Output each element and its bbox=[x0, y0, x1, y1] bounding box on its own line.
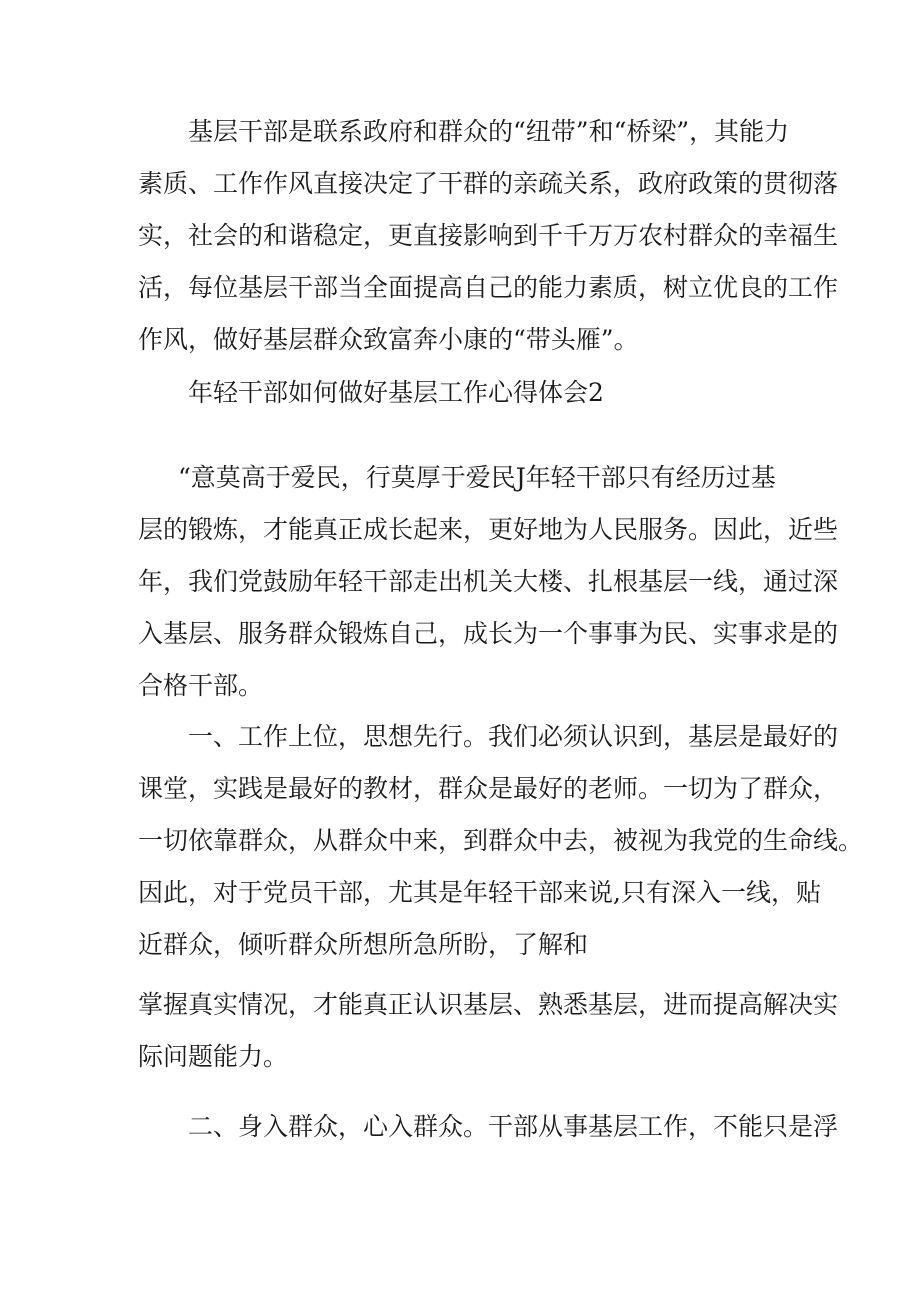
paragraph-line: 年，我们党鼓励年轻干部走出机关大楼、扎根基层一线，通过深 bbox=[138, 567, 839, 596]
paragraph-line: 入基层、服务群众锻炼自己，成长为一个事事为民、实事求是的 bbox=[138, 619, 839, 648]
paragraph-line: 活，每位基层干部当全面提高自己的能力素质，树立优良的工作 bbox=[138, 273, 839, 302]
paragraph-line: 课堂，实践是最好的教材，群众是最好的老师。一切为了群众， bbox=[138, 774, 839, 803]
paragraph-line: 作风，做好基层群众致富奔小康的“带头雁”。 bbox=[138, 325, 639, 354]
paragraph-quote bbox=[138, 452, 839, 712]
paragraph-line: 一切依靠群众，从群众中来，到群众中去，被视为我党的生命线。 bbox=[138, 826, 864, 855]
paragraph-line: 实，社会的和谐稳定，更直接影响到千千万万农村群众的幸福生 bbox=[138, 221, 839, 250]
paragraph-continuation bbox=[138, 979, 839, 1083]
section-heading: 年轻干部如何做好基层工作心得体会2 bbox=[188, 378, 604, 407]
paragraph-line: “意莫高于爱民，行莫厚于爱民J年轻干部只有经历过基 bbox=[178, 463, 776, 492]
paragraph-line: 合格干部。 bbox=[138, 671, 264, 700]
paragraph-line: 一、工作上位，思想先行。我们必须认识到，基层是最好的 bbox=[188, 722, 839, 751]
paragraph-intro bbox=[138, 106, 839, 366]
paragraph-line: 因此，对于党员干部，尤其是年轻干部来说,只有深入一线，贴 bbox=[138, 878, 821, 907]
paragraph-line: 基层干部是联系政府和群众的“纽带”和“桥梁”，其能力 bbox=[188, 117, 790, 146]
paragraph-line: 层的锻炼，才能真正成长起来，更好地为人民服务。因此，近些 bbox=[138, 515, 839, 544]
paragraph-line: 二、身入群众，心入群众。干部从事基层工作，不能只是浮 bbox=[188, 1112, 839, 1141]
paragraph-line: 掌握真实情况，才能真正认识基层、熟悉基层，进而提高解决实 bbox=[138, 990, 839, 1019]
paragraph-line: 际问题能力。 bbox=[138, 1042, 289, 1071]
paragraph-point-two bbox=[138, 1101, 839, 1153]
paragraph-line: 素质、工作作风直接决定了干群的亲疏关系，政府政策的贯彻落 bbox=[138, 169, 839, 198]
paragraph-line: 近群众，倾听群众所想所急所盼，了解和 bbox=[138, 930, 589, 959]
paragraph-point-one bbox=[138, 711, 864, 971]
